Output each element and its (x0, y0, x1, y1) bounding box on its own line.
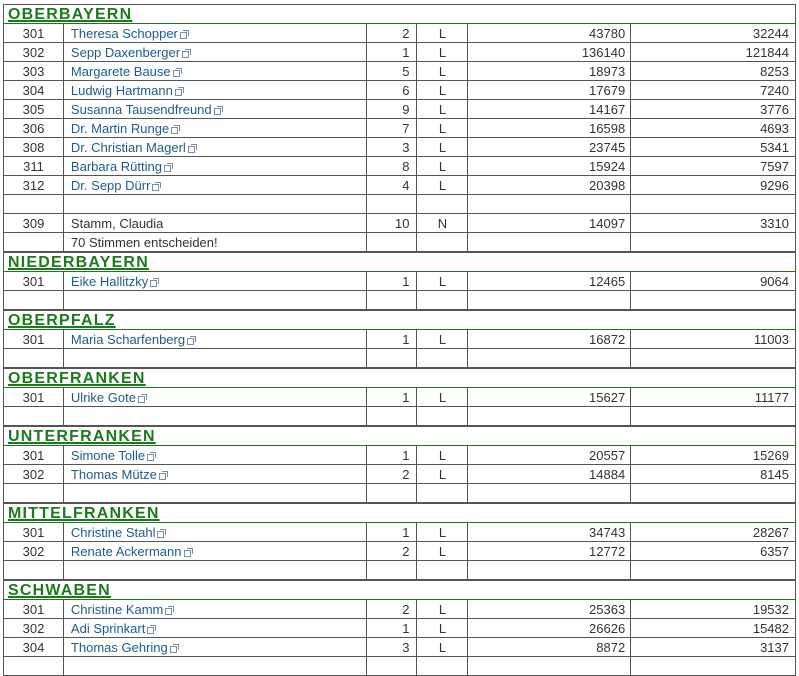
external-link-icon-arrow (191, 144, 197, 150)
external-link-icon-arrow (168, 606, 174, 612)
table-row (3, 24, 796, 43)
votes-total: 14884 (468, 465, 631, 483)
note-text: 70 Stimmen entscheiden! (70, 235, 218, 250)
external-link-icon-arrow (183, 30, 189, 36)
candidate-link[interactable] (71, 448, 155, 463)
constituency-number: 301 (4, 330, 64, 348)
results-table (3, 4, 796, 676)
table-row (3, 138, 796, 157)
candidate-name: Eike Hallitzky (70, 274, 149, 289)
external-link-icon (147, 452, 155, 460)
votes-second: 7240 (631, 81, 796, 99)
candidate-name: Christine Stahl (70, 525, 156, 540)
list-type: N (417, 214, 468, 232)
candidate-name: Barbara Rütting (70, 159, 162, 174)
external-link-icon (214, 106, 222, 114)
votes-total: 26626 (468, 619, 631, 637)
votes-second: 5341 (631, 138, 796, 156)
list-type: L (417, 619, 468, 637)
external-link-icon (150, 278, 158, 286)
table-row (3, 330, 796, 349)
list-position: 1 (367, 619, 418, 637)
external-link-icon (164, 163, 172, 171)
section-header (3, 252, 796, 272)
constituency-number (4, 407, 64, 425)
external-link-icon-arrow (155, 182, 161, 188)
candidate-name: Ludwig Hartmann (70, 83, 173, 98)
list-type: L (417, 157, 468, 175)
votes-total: 16598 (468, 119, 631, 137)
votes-total: 25363 (468, 600, 631, 618)
votes-total: 15627 (468, 388, 631, 406)
list-position: 2 (367, 24, 418, 42)
section-header (3, 368, 796, 388)
external-link-icon-arrow (217, 106, 223, 112)
votes-second: 3137 (631, 638, 796, 656)
constituency-number: 302 (4, 619, 64, 637)
candidate-cell (64, 600, 367, 618)
external-link-icon (170, 644, 178, 652)
external-link-icon-arrow (187, 548, 193, 554)
candidate-cell (64, 657, 367, 675)
candidate-cell (64, 195, 367, 213)
candidate-cell (64, 119, 367, 137)
external-link-icon-arrow (160, 529, 166, 535)
candidate-cell (64, 619, 367, 637)
votes-total: 16872 (468, 330, 631, 348)
constituency-number: 301 (4, 272, 64, 290)
constituency-number: 311 (4, 157, 64, 175)
candidate-cell (64, 233, 367, 251)
external-link-icon-arrow (162, 471, 168, 477)
votes-second: 7597 (631, 157, 796, 175)
section-header (3, 503, 796, 523)
candidate-cell (64, 638, 367, 656)
votes-second (631, 657, 796, 675)
candidate-cell (64, 176, 367, 194)
candidate-cell (64, 214, 367, 232)
list-type: L (417, 176, 468, 194)
candidate-name: Simone Tolle (70, 448, 146, 463)
candidate-link[interactable] (71, 159, 172, 174)
section-title: SCHWABEN (8, 582, 111, 599)
candidate-name: Renate Ackermann (70, 544, 182, 559)
list-position: 2 (367, 465, 418, 483)
table-row (3, 100, 796, 119)
external-link-icon-arrow (174, 125, 180, 131)
candidate-link[interactable] (71, 602, 173, 617)
votes-total: 8872 (468, 638, 631, 656)
list-position: 3 (367, 638, 418, 656)
list-type: L (417, 638, 468, 656)
external-link-icon-arrow (153, 278, 159, 284)
external-link-icon-arrow (178, 87, 184, 93)
constituency-number: 301 (4, 600, 64, 618)
candidate-cell (64, 561, 367, 579)
candidate-name: Thomas Gehring (70, 640, 168, 655)
list-type: L (417, 446, 468, 464)
votes-total: 20557 (468, 446, 631, 464)
list-position: 2 (367, 542, 418, 560)
external-link-icon (188, 144, 196, 152)
constituency-number: 304 (4, 638, 64, 656)
constituency-number: 303 (4, 62, 64, 80)
votes-second (631, 484, 796, 502)
list-position: 2 (367, 600, 418, 618)
candidate-cell (64, 157, 367, 175)
table-row (3, 157, 796, 176)
list-type: L (417, 100, 468, 118)
votes-total (468, 657, 631, 675)
votes-second: 19532 (631, 600, 796, 618)
table-row (3, 523, 796, 542)
external-link-icon (184, 548, 192, 556)
candidate-name: Dr. Sepp Dürr (70, 178, 151, 193)
candidate-link[interactable] (71, 83, 183, 98)
candidate-link[interactable] (71, 64, 181, 79)
candidate-name: Dr. Christian Magerl (70, 140, 186, 155)
constituency-number (4, 195, 64, 213)
votes-second: 11003 (631, 330, 796, 348)
votes-second: 121844 (631, 43, 796, 61)
candidate-name: Dr. Martin Runge (70, 121, 170, 136)
section-title: OBERBAYERN (8, 6, 133, 23)
section-title: MITTELFRANKEN (8, 505, 160, 522)
list-position: 9 (367, 100, 418, 118)
candidate-link[interactable] (71, 274, 158, 289)
votes-total: 18973 (468, 62, 631, 80)
external-link-icon (182, 49, 190, 57)
list-type (417, 484, 468, 502)
table-row (3, 600, 796, 619)
section-header (3, 310, 796, 330)
list-position: 1 (367, 388, 418, 406)
list-position: 8 (367, 157, 418, 175)
list-type: L (417, 138, 468, 156)
constituency-number (4, 484, 64, 502)
candidate-cell (64, 24, 367, 42)
candidate-cell (64, 81, 367, 99)
list-position: 1 (367, 272, 418, 290)
votes-total (468, 291, 631, 309)
candidate-cell (64, 446, 367, 464)
constituency-number (4, 291, 64, 309)
list-position (367, 484, 418, 502)
candidate-link[interactable] (71, 102, 222, 117)
section-title: NIEDERBAYERN (8, 254, 149, 271)
constituency-number: 302 (4, 465, 64, 483)
candidate-cell (64, 100, 367, 118)
list-type (417, 195, 468, 213)
votes-second: 9296 (631, 176, 796, 194)
votes-total (468, 561, 631, 579)
constituency-number: 302 (4, 542, 64, 560)
votes-second (631, 233, 796, 251)
note-row (3, 233, 796, 252)
table-row (3, 465, 796, 484)
candidate-name: Ulrike Gote (70, 390, 136, 405)
section-header (3, 426, 796, 446)
constituency-number: 301 (4, 388, 64, 406)
votes-total: 15924 (468, 157, 631, 175)
list-type (417, 233, 468, 251)
section-header (3, 580, 796, 600)
list-position: 1 (367, 446, 418, 464)
votes-second: 8145 (631, 465, 796, 483)
constituency-number: 309 (4, 214, 64, 232)
candidate-link[interactable] (71, 467, 167, 482)
external-link-icon (159, 471, 167, 479)
external-link-icon-arrow (176, 68, 182, 74)
constituency-number: 306 (4, 119, 64, 137)
list-type: L (417, 81, 468, 99)
votes-total (468, 484, 631, 502)
candidate-cell (64, 465, 367, 483)
list-type: L (417, 330, 468, 348)
list-position: 6 (367, 81, 418, 99)
votes-second (631, 291, 796, 309)
external-link-icon (165, 606, 173, 614)
candidate-link[interactable] (71, 621, 155, 636)
candidate-link[interactable] (71, 544, 192, 559)
table-row (3, 542, 796, 561)
votes-total: 12772 (468, 542, 631, 560)
votes-total: 14167 (468, 100, 631, 118)
candidate-name: Susanna Tausendfreund (70, 102, 212, 117)
votes-total: 34743 (468, 523, 631, 541)
votes-second (631, 349, 796, 367)
empty-row (3, 195, 796, 214)
votes-total (468, 195, 631, 213)
table-row (3, 119, 796, 138)
external-link-icon (138, 394, 146, 402)
votes-second (631, 407, 796, 425)
candidate-link[interactable] (71, 640, 178, 655)
votes-second: 15269 (631, 446, 796, 464)
list-position: 1 (367, 330, 418, 348)
votes-total: 136140 (468, 43, 631, 61)
external-link-icon-arrow (141, 394, 147, 400)
list-position: 3 (367, 138, 418, 156)
table-row (3, 446, 796, 465)
votes-total: 12465 (468, 272, 631, 290)
candidate-cell (64, 523, 367, 541)
candidate-name: Stamm, Claudia (70, 216, 164, 231)
external-link-icon (157, 529, 165, 537)
candidate-cell (64, 330, 367, 348)
table-row (3, 619, 796, 638)
candidate-link[interactable] (71, 26, 188, 41)
candidate-cell (64, 484, 367, 502)
candidate-link[interactable] (71, 121, 179, 136)
constituency-number: 301 (4, 24, 64, 42)
candidate-name: Thomas Mütze (70, 467, 157, 482)
table-row (3, 176, 796, 195)
candidate-cell (64, 407, 367, 425)
list-type: L (417, 62, 468, 80)
candidate-cell (64, 349, 367, 367)
candidate-cell (64, 291, 367, 309)
empty-row (3, 561, 796, 580)
list-type: L (417, 24, 468, 42)
constituency-number: 312 (4, 176, 64, 194)
list-position (367, 233, 418, 251)
list-type: L (417, 272, 468, 290)
votes-second: 3310 (631, 214, 796, 232)
section-title: OBERPFALZ (8, 312, 116, 329)
votes-total (468, 233, 631, 251)
list-position: 10 (367, 214, 418, 232)
external-link-icon-arrow (150, 625, 156, 631)
votes-total (468, 407, 631, 425)
list-position (367, 561, 418, 579)
external-link-icon-arrow (167, 163, 173, 169)
list-type (417, 349, 468, 367)
external-link-icon (147, 625, 155, 633)
constituency-number (4, 233, 64, 251)
candidate-name: Adi Sprinkart (70, 621, 146, 636)
candidate-name: Maria Scharfenberg (70, 332, 186, 347)
candidate-cell (64, 138, 367, 156)
list-position (367, 195, 418, 213)
list-position: 5 (367, 62, 418, 80)
candidate-name: Theresa Schopper (70, 26, 178, 41)
votes-second: 32244 (631, 24, 796, 42)
candidate-cell (64, 62, 367, 80)
list-position (367, 291, 418, 309)
votes-second: 9064 (631, 272, 796, 290)
candidate-link[interactable] (71, 140, 196, 155)
table-row (3, 62, 796, 81)
candidate-name: Margarete Bause (70, 64, 171, 79)
votes-total: 23745 (468, 138, 631, 156)
votes-second: 15482 (631, 619, 796, 637)
votes-second: 28267 (631, 523, 796, 541)
section-title: OBERFRANKEN (8, 370, 146, 387)
list-position: 4 (367, 176, 418, 194)
votes-second: 6357 (631, 542, 796, 560)
list-position: 1 (367, 523, 418, 541)
votes-total (468, 349, 631, 367)
candidate-link[interactable] (71, 525, 166, 540)
external-link-icon-arrow (190, 336, 196, 342)
table-row (3, 638, 796, 657)
votes-second: 11177 (631, 388, 796, 406)
table-row (3, 81, 796, 100)
table-row (3, 214, 796, 233)
list-position: 1 (367, 43, 418, 61)
list-position: 7 (367, 119, 418, 137)
list-type (417, 291, 468, 309)
section-header (3, 4, 796, 24)
empty-row (3, 291, 796, 310)
constituency-number (4, 349, 64, 367)
external-link-icon-arrow (150, 452, 156, 458)
candidate-cell (64, 542, 367, 560)
table-row (3, 388, 796, 407)
constituency-number: 308 (4, 138, 64, 156)
list-position (367, 349, 418, 367)
list-type: L (417, 600, 468, 618)
list-type (417, 561, 468, 579)
candidate-link[interactable] (71, 45, 190, 60)
constituency-number (4, 657, 64, 675)
votes-total: 43780 (468, 24, 631, 42)
empty-row (3, 349, 796, 368)
votes-total: 14097 (468, 214, 631, 232)
list-type: L (417, 119, 468, 137)
list-type: L (417, 388, 468, 406)
candidate-cell (64, 388, 367, 406)
constituency-number: 302 (4, 43, 64, 61)
candidate-link[interactable] (71, 178, 160, 193)
external-link-icon (180, 30, 188, 38)
external-link-icon (173, 68, 181, 76)
empty-row (3, 407, 796, 426)
constituency-number: 301 (4, 523, 64, 541)
candidate-link[interactable] (71, 390, 146, 405)
candidate-name: Sepp Daxenberger (70, 45, 181, 60)
votes-second: 3776 (631, 100, 796, 118)
list-type: L (417, 542, 468, 560)
votes-second (631, 195, 796, 213)
list-position (367, 407, 418, 425)
candidate-cell (64, 43, 367, 61)
candidate-name: Christine Kamm (70, 602, 164, 617)
table-row (3, 272, 796, 291)
empty-row (3, 484, 796, 503)
table-row (3, 43, 796, 62)
external-link-icon (187, 336, 195, 344)
external-link-icon-arrow (185, 49, 191, 55)
empty-row (3, 657, 796, 676)
votes-total: 20398 (468, 176, 631, 194)
list-type: L (417, 523, 468, 541)
constituency-number: 304 (4, 81, 64, 99)
constituency-number: 305 (4, 100, 64, 118)
list-type (417, 407, 468, 425)
section-title: UNTERFRANKEN (8, 428, 156, 445)
constituency-number: 301 (4, 446, 64, 464)
votes-second: 8253 (631, 62, 796, 80)
votes-total: 17679 (468, 81, 631, 99)
list-position (367, 657, 418, 675)
votes-second: 4693 (631, 119, 796, 137)
list-type: L (417, 465, 468, 483)
votes-second (631, 561, 796, 579)
candidate-cell (64, 272, 367, 290)
list-type (417, 657, 468, 675)
external-link-icon-arrow (173, 644, 179, 650)
external-link-icon (171, 125, 179, 133)
constituency-number (4, 561, 64, 579)
external-link-icon (152, 182, 160, 190)
external-link-icon (175, 87, 183, 95)
candidate-link[interactable] (71, 332, 195, 347)
list-type: L (417, 43, 468, 61)
